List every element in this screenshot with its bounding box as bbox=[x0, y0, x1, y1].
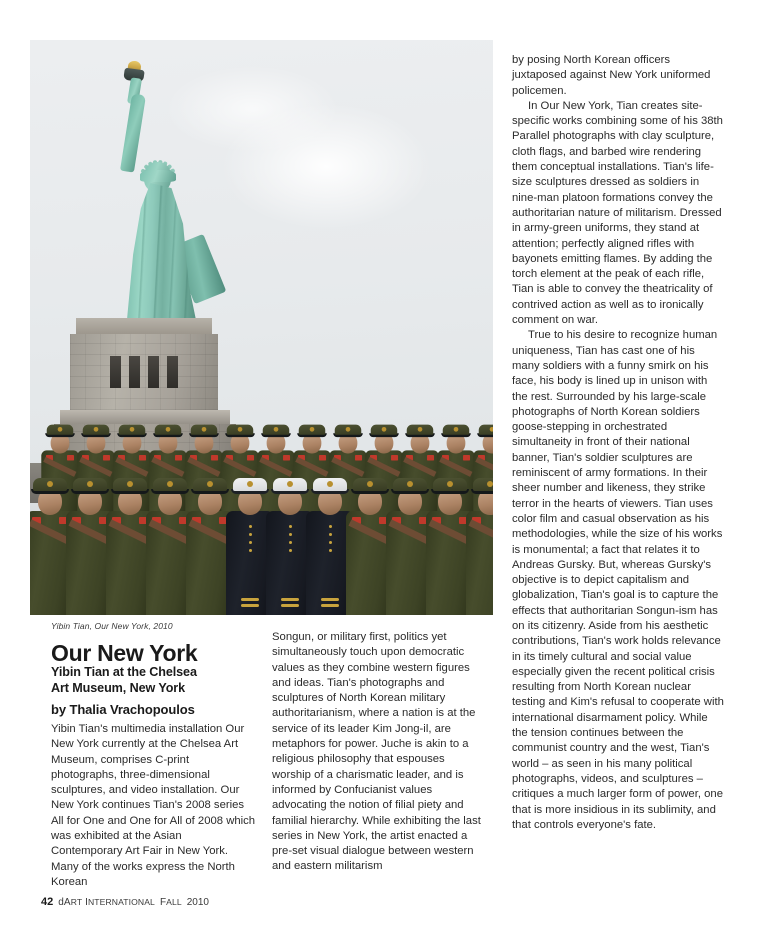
photo-caption: Yibin Tian, Our New York, 2010 bbox=[51, 621, 173, 631]
collar-insignia bbox=[247, 455, 254, 460]
uniform-cap bbox=[227, 425, 254, 435]
uniform-buttons bbox=[329, 525, 332, 528]
uniform-cap bbox=[233, 478, 267, 491]
article-headline: Our New York bbox=[51, 640, 198, 666]
collar-insignia bbox=[391, 455, 398, 460]
uniform-buttons bbox=[289, 525, 292, 528]
collar-insignia bbox=[319, 455, 326, 460]
cap-badge bbox=[327, 481, 333, 487]
issue-season bbox=[160, 897, 182, 908]
uniform-cap bbox=[47, 425, 74, 435]
uniform-cap bbox=[73, 478, 107, 491]
uniform-cap bbox=[153, 478, 187, 491]
uniform-cap bbox=[33, 478, 67, 491]
cap-badge bbox=[367, 481, 373, 487]
issue-year: 2010 bbox=[186, 897, 209, 908]
crowd-of-officers bbox=[30, 415, 493, 615]
collar-insignia bbox=[355, 455, 362, 460]
collar-insignia bbox=[103, 455, 110, 460]
crown-band bbox=[140, 170, 176, 182]
publication-masthead bbox=[58, 897, 155, 908]
collar-insignia bbox=[211, 455, 218, 460]
cap-badge bbox=[310, 427, 315, 432]
paragraph: Songun, or military first, politics yet simultaneously touch upon democratic values as they combine western figures and ideas. Tian's photographs and sculptures of North Korean military authoritarianism, where a nation is at the service of its leader Kim Jong-il, are metaphors for power. Juche is akin to a religious philosophy that espouses worship of a charismatic leader, and is informed by Confucianist values advocating the notion of filial piety and familial hierarchy. While exhibiting the last series in New York, the artist enacted a pre-set visual dialogue between western and eastern militarism bbox=[272, 631, 481, 873]
uniform-cap bbox=[113, 478, 147, 491]
cap-badge bbox=[490, 427, 493, 432]
paragraph: by posing North Korean officers juxtaposed against New York uniformed policemen. bbox=[512, 54, 711, 97]
masthead-art-rest: RT bbox=[70, 897, 83, 907]
cap-badge bbox=[130, 427, 135, 432]
cap-badge bbox=[274, 427, 279, 432]
cap-badge bbox=[87, 481, 93, 487]
uniform-cap bbox=[473, 478, 493, 491]
uniform-cap bbox=[335, 425, 362, 435]
sleeve-braid bbox=[321, 598, 339, 601]
body-column-1 bbox=[51, 722, 256, 890]
masthead-intl-rest: NTERNATIONAL bbox=[88, 897, 155, 907]
uniform-buttons bbox=[249, 525, 252, 528]
uniform-cap bbox=[371, 425, 398, 435]
cap-badge bbox=[447, 481, 453, 487]
cap-badge bbox=[287, 481, 293, 487]
collar-insignia bbox=[67, 455, 74, 460]
pedestal-top bbox=[76, 318, 212, 334]
leather-shoulder-strap bbox=[475, 457, 493, 477]
collar-insignia bbox=[139, 455, 146, 460]
article-subheadline bbox=[51, 665, 273, 697]
collar-insignia bbox=[175, 455, 182, 460]
collar-insignia bbox=[427, 455, 434, 460]
paragraph: In Our New York, Tian creates site-specific works combining some of his 38th Parallel photographs with clay sculpture, cloth flags, and barbed wire rendering them conceptual installations. Tian's life-size sculptures dressed as soldiers in nine-man platoon formations convey the authoritarian nature of militarism. Dressed in army-green uniforms, they stand at attention; perfectly aligned rifles with bayonets emitting flames. By adding the torch element at the peak of each rifle, Tian is able to convey the theatricality of contrived action as well as to ironically comment on war. bbox=[512, 99, 723, 327]
cap-badge bbox=[238, 427, 243, 432]
cap-badge bbox=[94, 427, 99, 432]
masthead-prefix: d bbox=[58, 897, 64, 908]
collar-insignia bbox=[283, 455, 290, 460]
uniform-cap bbox=[479, 425, 493, 435]
paragraph: True to his desire to recognize human uniqueness, Tian has cast one of his many soldiers with a funny smirk on his face, his body is lined up in unison with the rest. Surrounded by his large-scale photographs of North Korean soldiers goose-stepping in orchestrated simultaneity in front of their national banner, Tian's soldier sculptures are reminiscent of army formations. In their sheer number and likeness, they strike terror in the hearts of viewers. Tian uses color film and casual observation as his methodologies, while the size of his works is monumental; a fact that relates it to Andreas Gursky. But, whereas Gursky's objective is to depict capitalism and globalization, Tian's goal is to capture the effects that authoritarian Songun-ism has on its citizenry. Aside from his aesthetic contributions, Tian's work holds relevance in its timely cultural and social value especially given the recent political crisis resulting from North Korean nuclear testing and Kim's refusal to cooperate with international disarmament policy. While the tension continues between the communist country and the west, Tian's world – as seen in his many political photographs, videos, and sculptures – critiques a much larger form of power, one that is more insidious in its sublimity, and that controls everyone's fate. bbox=[512, 329, 724, 831]
uniform-cap bbox=[407, 425, 434, 435]
body-column-3 bbox=[512, 53, 724, 833]
uniform-cap bbox=[83, 425, 110, 435]
cap-badge bbox=[346, 427, 351, 432]
masthead-art-cap: A bbox=[63, 897, 71, 908]
cap-badge bbox=[58, 427, 63, 432]
cap-badge bbox=[47, 481, 53, 487]
sleeve-braid bbox=[281, 598, 299, 601]
pedestal-windows bbox=[104, 356, 184, 388]
uniform-cap bbox=[313, 478, 347, 491]
cap-badge bbox=[202, 427, 207, 432]
uniform-cap bbox=[191, 425, 218, 435]
season-rest: ALL bbox=[166, 897, 182, 907]
uniform-cap bbox=[155, 425, 182, 435]
article-photograph bbox=[30, 40, 493, 615]
subheadline-line-2: Art Museum, New York bbox=[51, 680, 185, 695]
season-cap: F bbox=[159, 897, 167, 908]
cap-badge bbox=[407, 481, 413, 487]
cap-badge bbox=[382, 427, 387, 432]
uniform-cap bbox=[393, 478, 427, 491]
article-byline: by Thalia Vrachopoulos bbox=[51, 702, 195, 717]
leather-shoulder-strap bbox=[468, 519, 493, 545]
cap-badge bbox=[487, 481, 493, 487]
cap-badge bbox=[207, 481, 213, 487]
collar-insignia bbox=[463, 455, 470, 460]
paragraph: Yibin Tian's multimedia installation Our New York currently at the Chelsea Art Museum, comprises C-print photographs, three-dimensional sculptures, and video installation. Our New York continues Tian's 2008 series All for One and One for All of 2008 which was exhibited at the Asian Contemporary Art Fair in New York. Many of the works express the North Korean bbox=[51, 723, 256, 888]
uniform-cap bbox=[273, 478, 307, 491]
uniform-cap bbox=[299, 425, 326, 435]
page-footer bbox=[41, 896, 209, 908]
cap-badge bbox=[454, 427, 459, 432]
uniform-cap bbox=[353, 478, 387, 491]
subheadline-line-1: Yibin Tian at the Chelsea bbox=[51, 665, 197, 679]
cap-badge bbox=[166, 427, 171, 432]
masthead-intl-cap: I bbox=[85, 897, 88, 908]
uniform-cap bbox=[263, 425, 290, 435]
cap-badge bbox=[127, 481, 133, 487]
uniform-cap bbox=[443, 425, 470, 435]
cap-badge bbox=[247, 481, 253, 487]
body-column-2 bbox=[272, 630, 484, 875]
uniform-cap bbox=[193, 478, 227, 491]
uniform-cap bbox=[433, 478, 467, 491]
uniform-cap bbox=[119, 425, 146, 435]
sleeve-braid bbox=[241, 598, 259, 601]
uniform-torso bbox=[466, 511, 493, 615]
cap-badge bbox=[167, 481, 173, 487]
cap-badge bbox=[418, 427, 423, 432]
page-number: 42 bbox=[41, 896, 54, 908]
